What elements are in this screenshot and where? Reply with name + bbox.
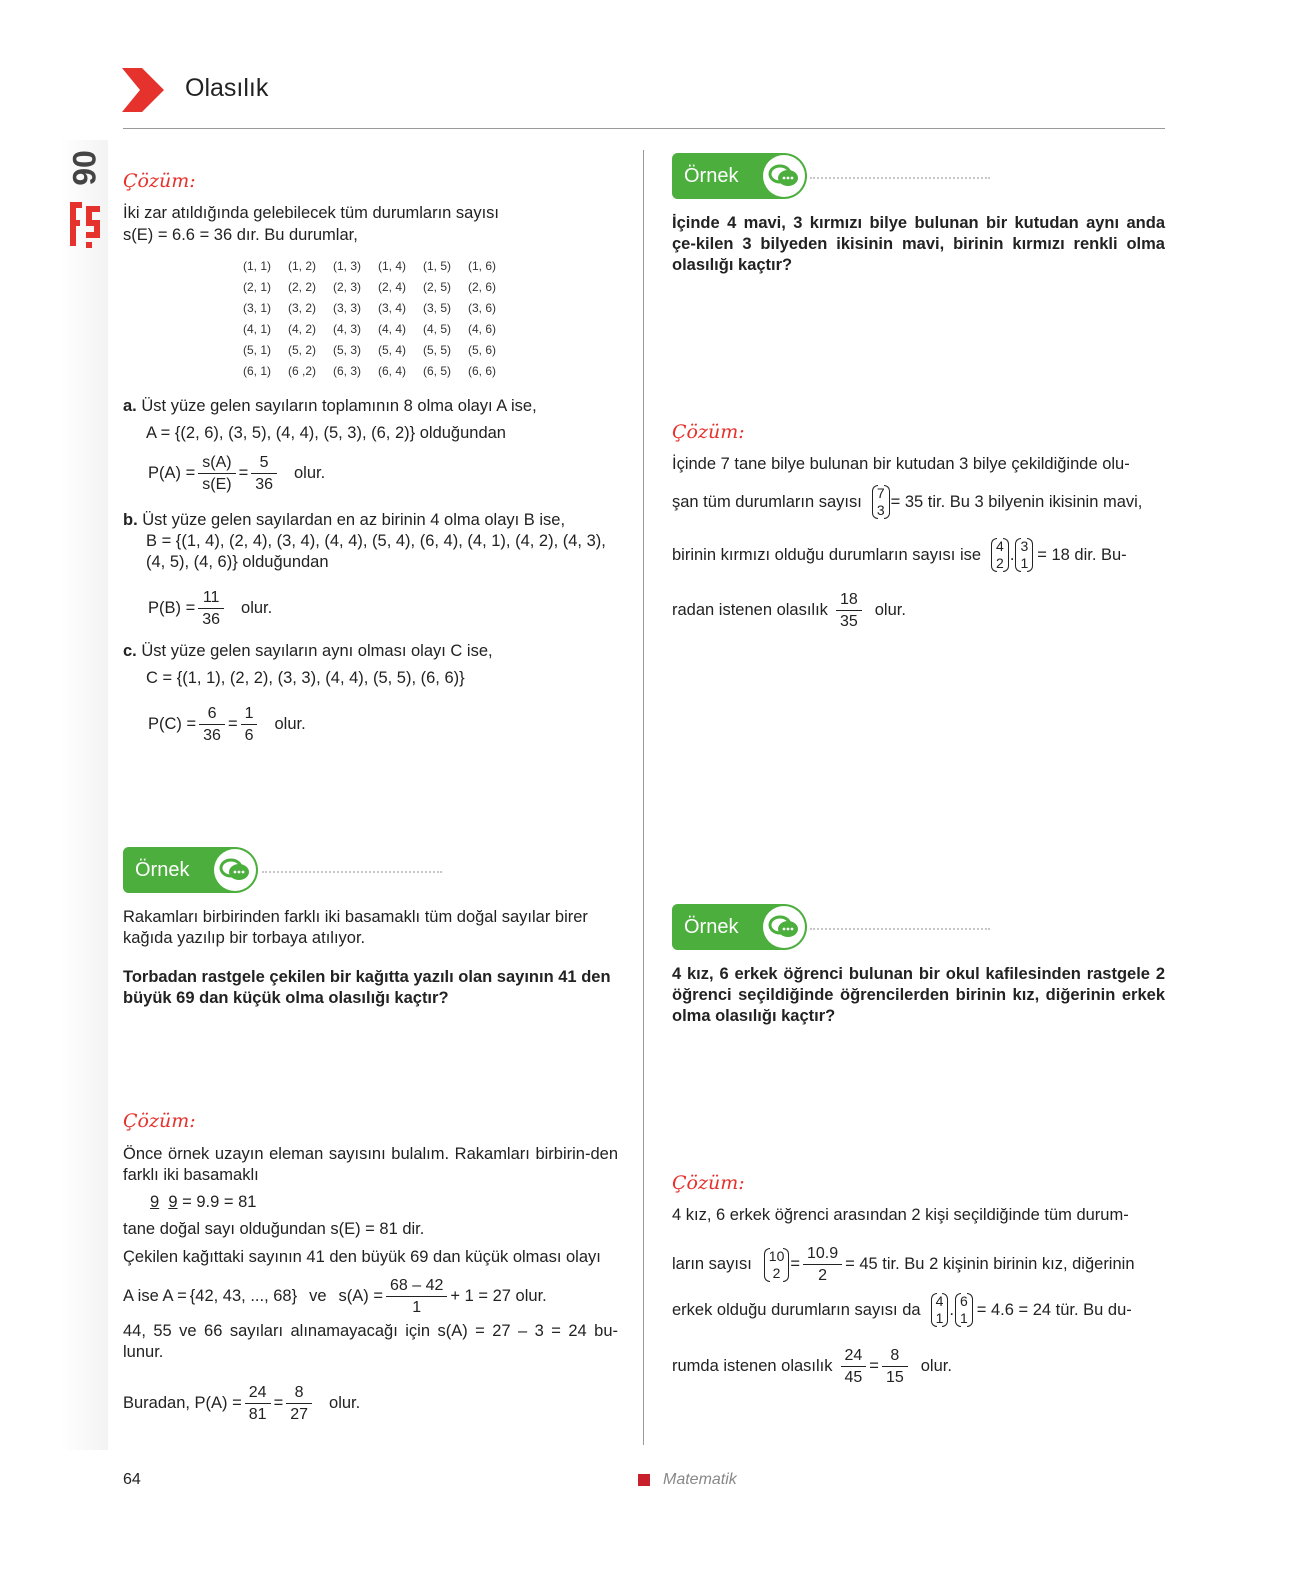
grid-cell: (1, 2)	[288, 258, 317, 273]
ornek-label: Örnek	[684, 165, 739, 187]
speech-bubbles-icon	[763, 155, 805, 197]
line-text: = 45 tir. Bu 2 kişinin birinin kız, diğerinin	[845, 1255, 1135, 1273]
numerator: 8	[882, 1345, 908, 1367]
numerator: 68 – 42	[386, 1275, 447, 1297]
sol3-line-3	[672, 538, 1127, 572]
fraction	[841, 1345, 867, 1388]
binom-bottom: 3	[876, 502, 885, 518]
denominator: 36	[202, 611, 221, 628]
binom-top: 10	[768, 1247, 785, 1264]
binomial	[991, 538, 1009, 572]
grid-cell: (2, 3)	[333, 279, 362, 294]
sol3-line-4	[672, 589, 906, 632]
binom-top: 7	[876, 485, 885, 501]
fraction	[198, 587, 224, 630]
part-c-text: Üst yüze gelen sayıların aynı olması olayı C ise,	[141, 642, 493, 660]
olur-text: olur.	[920, 1357, 952, 1375]
grid-cell: (6, 1)	[243, 363, 272, 378]
binom-bottom: 1	[959, 1310, 968, 1326]
sol2-line-6: 44, 55 ve 66 sayıları alınamayacağı için s(A) = 27 – 3 = 24 bu-lunur.	[123, 1322, 618, 1361]
numerator: 6	[199, 703, 225, 725]
grid-cell: (1, 1)	[243, 258, 272, 273]
grid-cell: (3, 4)	[378, 300, 407, 315]
equals-sign: =	[273, 1394, 284, 1412]
line-text: = 35 tir. Bu 3 bilyenin ikisinin mavi,	[890, 492, 1143, 511]
grid-cell: (2, 2)	[288, 279, 317, 294]
header-chevron-icon	[122, 68, 164, 112]
grid-cell: (4, 2)	[288, 321, 317, 336]
page-number: 64	[123, 1471, 141, 1488]
grid-cell: (4, 4)	[378, 321, 407, 336]
fraction	[882, 1345, 908, 1388]
binom-bottom: 2	[772, 1264, 781, 1281]
grid-cell: (3, 1)	[243, 300, 272, 315]
grid-cell: (4, 3)	[333, 321, 362, 336]
sa-label: s(A) =	[338, 1287, 384, 1305]
part-b-line	[123, 510, 565, 531]
denominator: 27	[290, 1406, 309, 1423]
sol2-line-3: tane doğal sayı olduğundan s(E) = 81 dir.	[123, 1220, 425, 1238]
denominator: 45	[844, 1369, 863, 1386]
sol2-line-2	[150, 1192, 256, 1213]
ve-text: ve	[309, 1287, 327, 1305]
part-a-line	[123, 396, 537, 417]
a-set: {42, 43, ..., 68}	[189, 1287, 298, 1305]
sol1-intro-1: İki zar atıldığında gelebilecek tüm durumların sayısı	[123, 204, 500, 222]
line-text: şan tüm durumların sayısı	[672, 492, 862, 511]
grid-cell: (5, 3)	[333, 342, 362, 357]
line-text: ların sayısı	[672, 1255, 752, 1273]
sol3-line-1: İçinde 7 tane bilye bulunan bir kutudan 3 bilye çekildiğinde olu-	[672, 455, 1130, 473]
binom-top: 6	[959, 1293, 968, 1309]
line-text: radan istenen olasılık	[672, 601, 828, 619]
binom-bottom: 2	[996, 555, 1004, 571]
grid-cell: (3, 6)	[468, 300, 497, 315]
denominator: 6	[244, 727, 254, 744]
olur-text: olur.	[874, 601, 906, 619]
ex2-question: Torbadan rastgele çekilen bir kağıtta yazılı olan sayının 41 den büyük 69 dan küçük olma olasılığı kaçtır?	[123, 968, 611, 1007]
grid-cell: (1, 4)	[378, 258, 407, 273]
cozum-heading: Çözüm:	[672, 421, 745, 443]
sol4-line-3	[672, 1293, 1132, 1327]
numerator: 18	[836, 589, 862, 611]
ex2-intro: Rakamları birbirinden farklı iki basamaklı tüm doğal sayılar birer kağıda yazılıp bir torbaya atılıyor.	[123, 908, 588, 947]
ex3-question: İçinde 4 mavi, 3 kırmızı bilye bulunan bir kutudan aynı anda çe-kilen 3 bilyeden ikisinin mavi, birinin kırmızı renkli olma olasılığı kaçtır?	[672, 214, 1165, 274]
binomial	[931, 1293, 949, 1327]
grid-cell: (4, 6)	[468, 321, 497, 336]
dotted-separator	[810, 928, 990, 930]
part-c-line	[123, 641, 493, 662]
unit-number: 06	[66, 150, 102, 186]
fraction	[836, 589, 862, 632]
sol4-line-1: 4 kız, 6 erkek öğrenci arasından 2 kişi seçildiğinde tüm durum-	[672, 1206, 1129, 1224]
dot: .	[1009, 545, 1015, 564]
line-text: birinin kırmızı olduğu durumların sayısı ise	[672, 545, 982, 564]
binomial	[764, 1248, 790, 1282]
grid-cell: (5, 4)	[378, 342, 407, 357]
cozum-heading: Çözüm:	[123, 170, 196, 192]
equals-sign: =	[869, 1357, 879, 1375]
page-title: Olasılık	[185, 74, 269, 102]
part-b-text: Üst yüze gelen sayılardan en az birinin 4 olma olayı B ise,	[142, 511, 566, 529]
sol1-intro-2: s(E) = 6.6 = 36 dır. Bu durumlar,	[123, 226, 358, 244]
grid-row	[243, 297, 513, 318]
binom-bottom: 1	[1020, 555, 1029, 571]
column-divider	[643, 150, 644, 1445]
numerator: 24	[245, 1382, 271, 1404]
fraction	[286, 1382, 312, 1425]
part-b-set-1: B = {(1, 4), (2, 4), (3, 4), (4, 4), (5, 4), (6, 4), (4, 1), (4, 2), (4, 3),	[146, 532, 606, 550]
grid-cell: (3, 2)	[288, 300, 317, 315]
binomial	[955, 1293, 973, 1327]
part-a-set: A = {(2, 6), (3, 5), (4, 4), (5, 3), (6, 2)} olduğundan	[146, 424, 506, 442]
part-c-probability	[148, 703, 306, 746]
line-text: erkek olduğu durumların sayısı da	[672, 1300, 921, 1319]
dotted-separator	[262, 871, 442, 873]
product-text: = 9.9 = 81	[182, 1193, 257, 1211]
fraction	[386, 1275, 447, 1318]
grid-row	[243, 360, 513, 381]
grid-cell: (5, 1)	[243, 342, 272, 357]
pa-label: Buradan, P(A) =	[123, 1394, 242, 1412]
grid-cell: (2, 6)	[468, 279, 497, 294]
binom-top: 4	[996, 538, 1004, 554]
fraction	[245, 1382, 271, 1425]
binomial	[1015, 538, 1033, 572]
fraction	[251, 452, 277, 495]
dotted-separator	[810, 177, 990, 179]
grid-cell: (1, 3)	[333, 258, 362, 273]
equals-sign: =	[227, 715, 238, 733]
sa-result: + 1 = 27 olur.	[450, 1287, 547, 1305]
cozum-heading: Çözüm:	[672, 1172, 745, 1194]
cozum-heading: Çözüm:	[123, 1110, 196, 1132]
part-b-p: P(B) =	[148, 599, 196, 617]
denominator: 35	[839, 613, 858, 630]
olur-text: olur.	[241, 599, 273, 617]
binom-top: 3	[1020, 538, 1029, 554]
header-divider	[123, 128, 1165, 129]
ornek-badge	[672, 153, 807, 199]
sol2-line-1: Önce örnek uzayın eleman sayısını bulalım. Rakamları birbirin-den farklı iki basamaklı	[123, 1145, 618, 1184]
sol2-line-5	[123, 1275, 547, 1318]
part-b-set-2: (4, 5), (4, 6)} olduğundan	[146, 553, 329, 571]
part-a-text: Üst yüze gelen sayıların toplamının 8 olma olayı A ise,	[141, 397, 537, 415]
grid-row	[243, 255, 513, 276]
grid-cell: (5, 5)	[423, 342, 452, 357]
denominator: 2	[818, 1267, 828, 1284]
numerator: 5	[251, 452, 277, 474]
denominator: 1	[412, 1299, 422, 1316]
dot: .	[949, 1300, 954, 1319]
part-c-set: C = {(1, 1), (2, 2), (3, 3), (4, 4), (5, 5), (6, 6)}	[146, 669, 465, 687]
grid-cell: (5, 6)	[468, 342, 497, 357]
part-a-label: a.	[123, 397, 137, 415]
part-a-p: P(A) =	[148, 464, 196, 482]
grid-cell: (6, 4)	[378, 363, 407, 378]
fraction	[803, 1243, 842, 1286]
speech-bubbles-icon	[763, 906, 805, 948]
grid-cell: (3, 5)	[423, 300, 452, 315]
line-text: rumda istenen olasılık	[672, 1357, 833, 1375]
digit-9: 9	[150, 1193, 160, 1211]
fen-bilimleri-logo-icon	[68, 200, 102, 250]
equals-sign: =	[238, 464, 249, 482]
grid-cell: (1, 6)	[468, 258, 497, 273]
grid-cell: (6, 5)	[423, 363, 452, 378]
grid-cell: (2, 1)	[243, 279, 272, 294]
outcome-grid	[243, 255, 513, 381]
denominator: 81	[248, 1406, 267, 1423]
line-text: = 4.6 = 24 tür. Bu du-	[976, 1300, 1132, 1319]
fraction	[198, 452, 235, 495]
sol4-line-4	[672, 1345, 952, 1388]
olur-text: olur.	[329, 1394, 361, 1412]
grid-row	[243, 339, 513, 360]
denominator: 36	[255, 476, 273, 493]
ornek-badge	[672, 904, 807, 950]
part-c-p: P(C) =	[148, 715, 197, 733]
part-b-label: b.	[123, 511, 138, 529]
binom-bottom: 1	[935, 1310, 944, 1326]
grid-row	[243, 276, 513, 297]
binom-top: 4	[935, 1293, 944, 1309]
olur-text: olur.	[294, 464, 326, 482]
fraction	[199, 703, 225, 746]
speech-bubbles-icon	[214, 849, 256, 891]
part-c-label: c.	[123, 642, 137, 660]
sol2-line-4: Çekilen kağıttaki sayının 41 den büyük 69 dan küçük olması olayı	[123, 1248, 601, 1266]
grid-cell: (6, 3)	[333, 363, 362, 378]
grid-cell: (6 ,2)	[288, 363, 317, 378]
numerator: s(A)	[198, 452, 235, 474]
numerator: 1	[241, 703, 258, 725]
ornek-label: Örnek	[135, 859, 190, 881]
grid-cell: (3, 3)	[333, 300, 362, 315]
denominator: s(E)	[202, 476, 232, 493]
sol4-line-2	[672, 1243, 1135, 1286]
grid-cell: (5, 2)	[288, 342, 317, 357]
numerator: 24	[841, 1345, 867, 1367]
ornek-label: Örnek	[684, 916, 739, 938]
numerator: 8	[286, 1382, 312, 1404]
ornek-badge	[123, 847, 258, 893]
grid-cell: (2, 4)	[378, 279, 407, 294]
grid-cell: (1, 5)	[423, 258, 452, 273]
a-set-prefix: A ise A =	[123, 1287, 187, 1305]
footer-square-icon	[638, 1474, 650, 1486]
part-b-probability	[148, 587, 272, 630]
grid-cell: (6, 6)	[468, 363, 497, 378]
ex4-question: 4 kız, 6 erkek öğrenci bulunan bir okul kafilesinden rastgele 2 öğrenci seçildiğinde öğrencilerden birinin kız, diğerinin erkek olma olasılığı kaçtır?	[672, 965, 1165, 1025]
part-a-probability	[148, 452, 325, 495]
grid-cell: (2, 5)	[423, 279, 452, 294]
binomial	[872, 485, 890, 519]
line-text: = 18 dir. Bu-	[1037, 545, 1127, 564]
sol2-line-7	[123, 1382, 360, 1425]
grid-cell: (4, 1)	[243, 321, 272, 336]
equals-sign: =	[790, 1255, 800, 1273]
numerator: 11	[198, 587, 224, 609]
numerator: 10.9	[803, 1243, 842, 1265]
fraction	[241, 703, 258, 746]
denominator: 36	[203, 727, 221, 744]
sol3-line-2	[672, 485, 1142, 519]
denominator: 15	[885, 1369, 904, 1386]
grid-row	[243, 318, 513, 339]
subject-name: Matematik	[663, 1471, 737, 1488]
grid-cell: (4, 5)	[423, 321, 452, 336]
digit-9: 9	[168, 1193, 178, 1211]
olur-text: olur.	[274, 715, 306, 733]
side-band	[60, 140, 108, 1450]
